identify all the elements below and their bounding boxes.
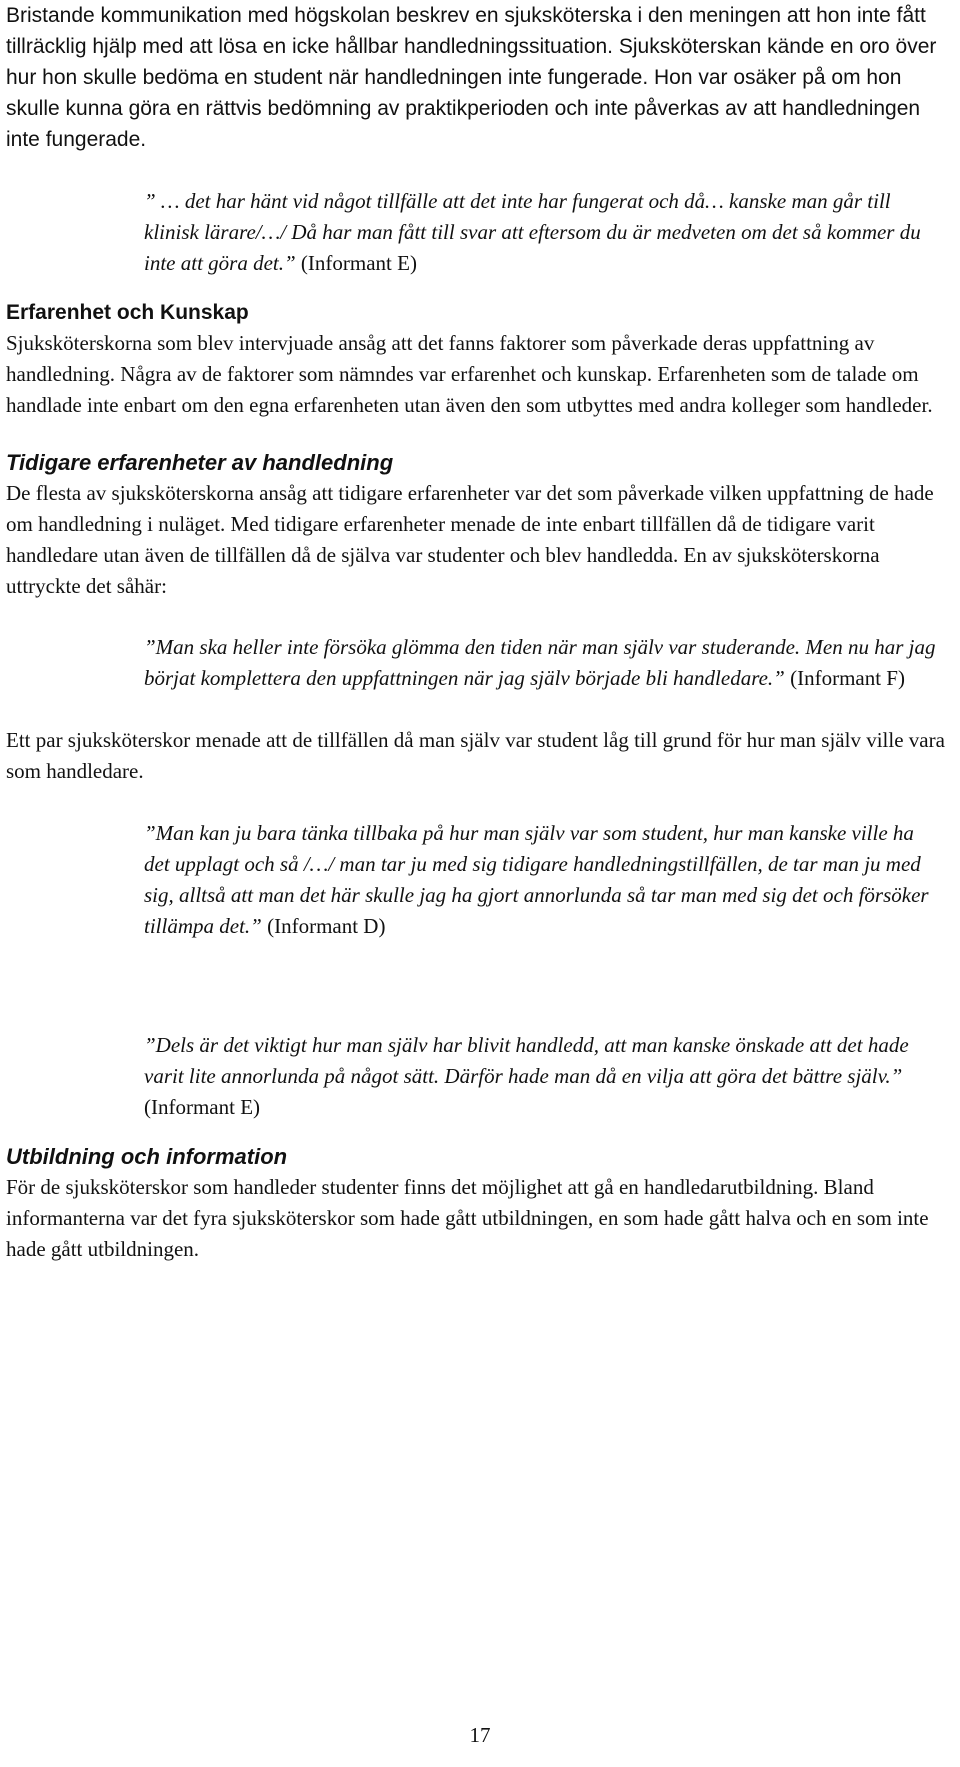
paragraph-student-memories: Ett par sjuksköterskor menade att de tillfällen då man själv var student låg till grund för hur man själv ville vara som handledare. xyxy=(6,728,945,783)
paragraph-experience: Sjuksköterskorna som blev intervjuade ansåg att det fanns faktorer som påverkade deras uppfattning av handledning. Några av de faktorer som nämndes var erfarenhet och kunskap. Erfarenheten som de talade om handlade inte enbart om den egna erfarenheten utan även den som utbyttes med andra kolleger som handleder. xyxy=(6,331,933,417)
paragraph-communication: Bristande kommunikation med högskolan beskrev en sjuksköterska i den meningen att hon inte fått tillräcklig hjälp med att lösa en icke hållbar handledningssituation. Sjuksköterskan kände en oro över hur hon skulle bedöma en student när handledningen inte fungerade. Hon var osäker på om hon skulle kunna göra en rättvis bedömning av praktikperioden och inte påverkas av att handledningen inte fungerade. xyxy=(6,4,937,151)
quote-source: (Informant F) xyxy=(790,666,905,690)
quote-text: ”Man ska heller inte försöka glömma den tiden när man själv var studerande. Men nu har jag börjat komplettera den uppfattningen när jag själv började bli handledare.” xyxy=(144,635,936,690)
page-number: 17 xyxy=(469,1723,491,1747)
quote-source: (Informant D) xyxy=(267,914,386,938)
heading-erfarenhet-och-kunskap: Erfarenhet och Kunskap xyxy=(6,301,249,324)
quote-source: (Informant E) xyxy=(144,1095,261,1119)
quote-informant-f xyxy=(144,632,944,694)
quote-informant-e-2 xyxy=(144,1030,944,1123)
heading-utbildning-och-information: Utbildning och information xyxy=(6,1144,288,1169)
quote-informant-e-1 xyxy=(144,186,944,279)
paragraph-education: För de sjuksköterskor som handleder studenter finns det möjlighet att gå en handledarutbildning. Bland informanterna var det fyra sjuksköterskor som hade gått utbildningen, en som hade gått halva och en som inte hade gått utbildningen. xyxy=(6,1175,929,1261)
quote-text: ”Dels är det viktigt hur man själv har blivit handledd, att man kanske önskade att det hade varit lite annorlunda på något sätt. Därför hade man då en vilja att göra det bättre själv.” xyxy=(144,1033,909,1088)
document-page xyxy=(6,0,951,1265)
quote-text: ”Man kan ju bara tänka tillbaka på hur man själv var som student, hur man kanske ville ha det upplagt och så /…/ man tar ju med sig tidigare handledningstillfällen, de tar man ju med sig, alltså att man det här skulle jag ha gjort annorlunda så tar man med sig det och försöker tillämpa det.” xyxy=(144,821,929,938)
quote-source: (Informant E) xyxy=(300,251,417,275)
quote-text: ” … det har hänt vid något tillfälle att det inte har fungerat och då… kanske man går till klinisk lärare/…/ Då har man fått till svar att eftersom du är medveten om det så kommer du inte att göra det.” xyxy=(144,189,921,275)
heading-tidigare-erfarenheter: Tidigare erfarenheter av handledning xyxy=(6,450,394,475)
quote-informant-d xyxy=(144,818,944,942)
paragraph-previous-experience: De flesta av sjuksköterskorna ansåg att tidigare erfarenheter var det som påverkade vilken uppfattning de hade om handledning i nuläget. Med tidigare erfarenheter menade de inte enbart tillfällen då de tidigare varit handledare utan även de tillfällen då de själva var studenter och blev handledda. En av sjuksköterskorna uttryckte det såhär: xyxy=(6,481,934,598)
